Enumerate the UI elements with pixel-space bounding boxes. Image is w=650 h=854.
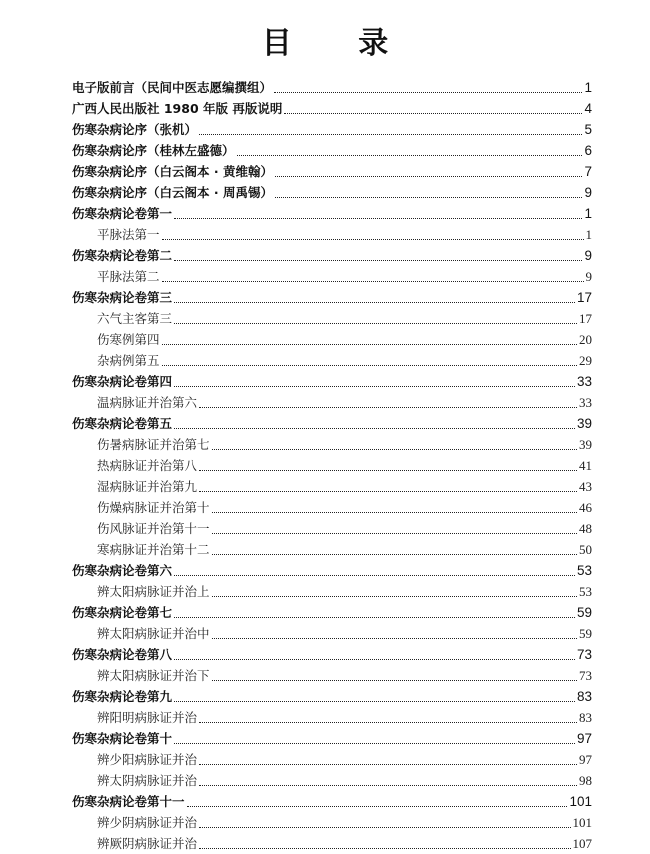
toc-entry-page-number[interactable]: 41 <box>579 458 592 473</box>
toc-entry-section[interactable] <box>72 434 592 455</box>
dot-leader <box>212 595 577 597</box>
dot-leader <box>199 406 577 408</box>
toc-entry-section[interactable] <box>72 266 592 287</box>
toc-entry-page-number[interactable]: 1 <box>584 206 592 221</box>
toc-entry-title[interactable]: 平脉法第一 <box>97 227 160 242</box>
toc-entry-chapter[interactable] <box>72 245 592 266</box>
toc-entry-title[interactable]: 辨太阳病脉证并治下 <box>97 668 210 683</box>
toc-entry-section[interactable] <box>72 707 592 728</box>
toc-entry-title[interactable]: 辨太阴病脉证并治 <box>97 773 198 788</box>
toc-entry-page-number[interactable]: 9 <box>584 248 592 263</box>
toc-entry-page-number[interactable]: 6 <box>584 143 592 158</box>
page-title: 目 录 <box>261 26 417 61</box>
dot-leader <box>199 469 577 471</box>
toc-entry-chapter[interactable] <box>72 140 592 161</box>
toc-entry-chapter[interactable] <box>72 371 592 392</box>
toc-entry-section[interactable] <box>72 497 592 518</box>
toc-entry-page-number[interactable]: 59 <box>579 626 592 641</box>
toc-entry-section[interactable] <box>72 833 592 854</box>
toc-entry-page-number[interactable]: 48 <box>579 521 592 536</box>
toc-entry-title[interactable]: 辨太阳病脉证并治中 <box>97 626 210 641</box>
toc-entry-chapter[interactable] <box>72 203 592 224</box>
toc-entry-title[interactable]: 伤暑病脉证并治第七 <box>97 437 210 452</box>
dot-leader <box>275 175 583 177</box>
toc-entry-title[interactable]: 电子版前言（民间中医志愿编撰组） <box>72 80 273 95</box>
toc-entry-page-number[interactable]: 98 <box>579 773 592 788</box>
toc-entry-section[interactable] <box>72 308 592 329</box>
toc-entry-chapter[interactable] <box>72 728 592 749</box>
toc-entry-page-number[interactable]: 39 <box>576 416 592 431</box>
dot-leader <box>174 616 575 618</box>
dot-leader <box>284 112 582 114</box>
toc-entry-title[interactable]: 伤寒杂病论序（张机） <box>72 122 198 137</box>
dot-leader <box>212 637 577 639</box>
toc-entry-page-number[interactable]: 83 <box>579 710 592 725</box>
dot-leader <box>174 217 582 219</box>
toc-entry-page-number[interactable]: 9 <box>585 269 592 284</box>
toc-entry-title[interactable]: 温病脉证并治第六 <box>97 395 198 410</box>
toc-entry-chapter[interactable] <box>72 602 592 623</box>
toc-entry-chapter[interactable] <box>72 413 592 434</box>
toc-entry-page-number[interactable]: 33 <box>579 395 592 410</box>
toc-entry-title[interactable]: 伤寒杂病论卷第三 <box>72 290 173 305</box>
dot-leader <box>237 154 583 156</box>
toc-entry-page-number[interactable]: 20 <box>579 332 592 347</box>
toc-entry-title[interactable]: 辨厥阴病脉证并治 <box>97 836 198 851</box>
toc-entry-title[interactable]: 六气主客第三 <box>97 311 173 326</box>
toc-entry-page-number[interactable]: 53 <box>576 563 592 578</box>
toc-entry-page-number[interactable]: 29 <box>579 353 592 368</box>
dot-leader <box>174 322 577 324</box>
dot-leader <box>275 196 583 198</box>
toc-entry-title[interactable]: 伤寒杂病论卷第二 <box>72 248 173 263</box>
toc-entry-title[interactable]: 伤寒杂病论卷第十 <box>72 731 173 746</box>
dot-leader <box>162 364 577 366</box>
toc-entry-page-number[interactable]: 7 <box>584 164 592 179</box>
toc-entry-chapter[interactable] <box>72 791 592 812</box>
toc-entry-page-number[interactable]: 73 <box>576 647 592 662</box>
toc-entry-section[interactable] <box>72 665 592 686</box>
dot-leader <box>174 700 575 702</box>
toc-entry-page-number[interactable]: 39 <box>579 437 592 452</box>
toc-entry-title[interactable]: 辨少阳病脉证并治 <box>97 752 198 767</box>
toc-entry-section[interactable] <box>72 455 592 476</box>
dot-leader <box>212 553 577 555</box>
toc-entry-title[interactable]: 伤寒杂病论序（白云阁本 · 黄维翰） <box>72 164 273 179</box>
dot-leader <box>199 763 577 765</box>
toc-entry-page-number[interactable]: 1 <box>584 80 592 95</box>
dot-leader <box>199 826 570 828</box>
dot-leader <box>174 301 575 303</box>
dot-leader <box>199 133 582 135</box>
dot-leader <box>174 574 575 576</box>
dot-leader <box>174 259 582 261</box>
toc-entry-title[interactable]: 伤寒杂病论卷第五 <box>72 416 173 431</box>
toc-entry-page-number[interactable]: 17 <box>576 290 592 305</box>
toc-entry-title[interactable]: 伤风脉证并治第十一 <box>97 521 210 536</box>
toc-entry-title[interactable]: 伤寒杂病论卷第七 <box>72 605 173 620</box>
toc-entry-page-number[interactable]: 97 <box>579 752 592 767</box>
toc-entry-title[interactable]: 伤寒杂病论卷第九 <box>72 689 173 704</box>
toc-entry-section[interactable] <box>72 224 592 245</box>
toc-entry-title[interactable]: 热病脉证并治第八 <box>97 458 198 473</box>
toc-entry-page-number[interactable]: 97 <box>576 731 592 746</box>
dot-leader <box>199 721 577 723</box>
toc-entry-title[interactable]: 伤寒杂病论卷第一 <box>72 206 173 221</box>
toc-entry-title[interactable]: 辨少阴病脉证并治 <box>97 815 198 830</box>
toc-entry-title[interactable]: 伤寒杂病论卷第十一 <box>72 794 185 809</box>
dot-leader <box>212 532 577 534</box>
dot-leader <box>174 658 575 660</box>
toc-entry-title[interactable]: 寒病脉证并治第十二 <box>97 542 210 557</box>
toc-entry-page-number[interactable]: 53 <box>579 584 592 599</box>
toc-entry-title[interactable]: 伤寒杂病论序（白云阁本 · 周禹锡） <box>72 185 273 200</box>
dot-leader <box>162 343 577 345</box>
toc-entry-title[interactable]: 辨太阳病脉证并治上 <box>97 584 210 599</box>
dot-leader <box>212 511 577 513</box>
toc-entry-page-number[interactable]: 73 <box>579 668 592 683</box>
toc-entry-page-number[interactable]: 107 <box>572 836 592 851</box>
dot-leader <box>212 448 577 450</box>
toc-entry-page-number[interactable]: 33 <box>576 374 592 389</box>
toc-entry-title[interactable]: 伤寒杂病论序（桂林左盛德） <box>72 143 235 158</box>
dot-leader <box>199 490 577 492</box>
toc-entry-page-number[interactable]: 101 <box>569 794 592 809</box>
dot-leader <box>162 238 584 240</box>
dot-leader <box>174 427 575 429</box>
toc-entry-title[interactable]: 伤寒杂病论卷第四 <box>72 374 173 389</box>
toc-entry-title[interactable]: 杂病例第五 <box>97 353 160 368</box>
toc-entry-section[interactable] <box>72 539 592 560</box>
toc-entry-title[interactable]: 平脉法第二 <box>97 269 160 284</box>
toc-entry-page-number[interactable]: 50 <box>579 542 592 557</box>
toc-entry-page-number[interactable]: 17 <box>579 311 592 326</box>
toc-entry-title[interactable]: 辨阳明病脉证并治 <box>97 710 198 725</box>
toc-entry-chapter[interactable] <box>72 287 592 308</box>
toc-entry-title[interactable]: 伤寒杂病论卷第六 <box>72 563 173 578</box>
toc-entry-page-number[interactable]: 4 <box>584 101 592 116</box>
toc-entry-chapter[interactable] <box>72 560 592 581</box>
toc-entry-title[interactable]: 伤寒例第四 <box>97 332 160 347</box>
toc-entry-section[interactable] <box>72 518 592 539</box>
toc-entry-chapter[interactable] <box>72 161 592 182</box>
toc-entry-page-number[interactable]: 46 <box>579 500 592 515</box>
toc-entry-page-number[interactable]: 9 <box>584 185 592 200</box>
dot-leader <box>199 847 570 849</box>
toc-entry-chapter[interactable] <box>72 182 592 203</box>
toc-entry-title[interactable]: 广西人民出版社 1980 年版 再版说明 <box>72 101 283 116</box>
toc-entry-section[interactable] <box>72 770 592 791</box>
table-of-contents <box>72 77 592 854</box>
dot-leader <box>187 805 568 807</box>
dot-leader <box>174 742 575 744</box>
toc-entry-page-number[interactable]: 5 <box>584 122 592 137</box>
toc-entry-chapter[interactable] <box>72 686 592 707</box>
toc-entry-page-number[interactable]: 1 <box>585 227 592 242</box>
dot-leader <box>199 784 577 786</box>
toc-entry-title[interactable]: 湿病脉证并治第九 <box>97 479 198 494</box>
toc-entry-chapter[interactable] <box>72 98 592 119</box>
toc-entry-page-number[interactable]: 101 <box>572 815 592 830</box>
toc-entry-page-number[interactable]: 43 <box>579 479 592 494</box>
toc-entry-chapter[interactable] <box>72 644 592 665</box>
dot-leader <box>212 679 577 681</box>
toc-entry-section[interactable] <box>72 476 592 497</box>
toc-entry-section[interactable] <box>72 329 592 350</box>
toc-entry-section[interactable] <box>72 350 592 371</box>
toc-entry-title[interactable]: 伤寒杂病论卷第八 <box>72 647 173 662</box>
toc-entry-section[interactable] <box>72 812 592 833</box>
toc-entry-chapter[interactable] <box>72 77 592 98</box>
toc-entry-section[interactable] <box>72 581 592 602</box>
toc-entry-page-number[interactable]: 59 <box>576 605 592 620</box>
toc-entry-section[interactable] <box>72 392 592 413</box>
dot-leader <box>162 280 584 282</box>
toc-entry-page-number[interactable]: 83 <box>576 689 592 704</box>
dot-leader <box>174 385 575 387</box>
dot-leader <box>274 91 582 93</box>
toc-entry-title[interactable]: 伤燥病脉证并治第十 <box>97 500 210 515</box>
toc-entry-section[interactable] <box>72 749 592 770</box>
toc-entry-section[interactable] <box>72 623 592 644</box>
toc-entry-chapter[interactable] <box>72 119 592 140</box>
